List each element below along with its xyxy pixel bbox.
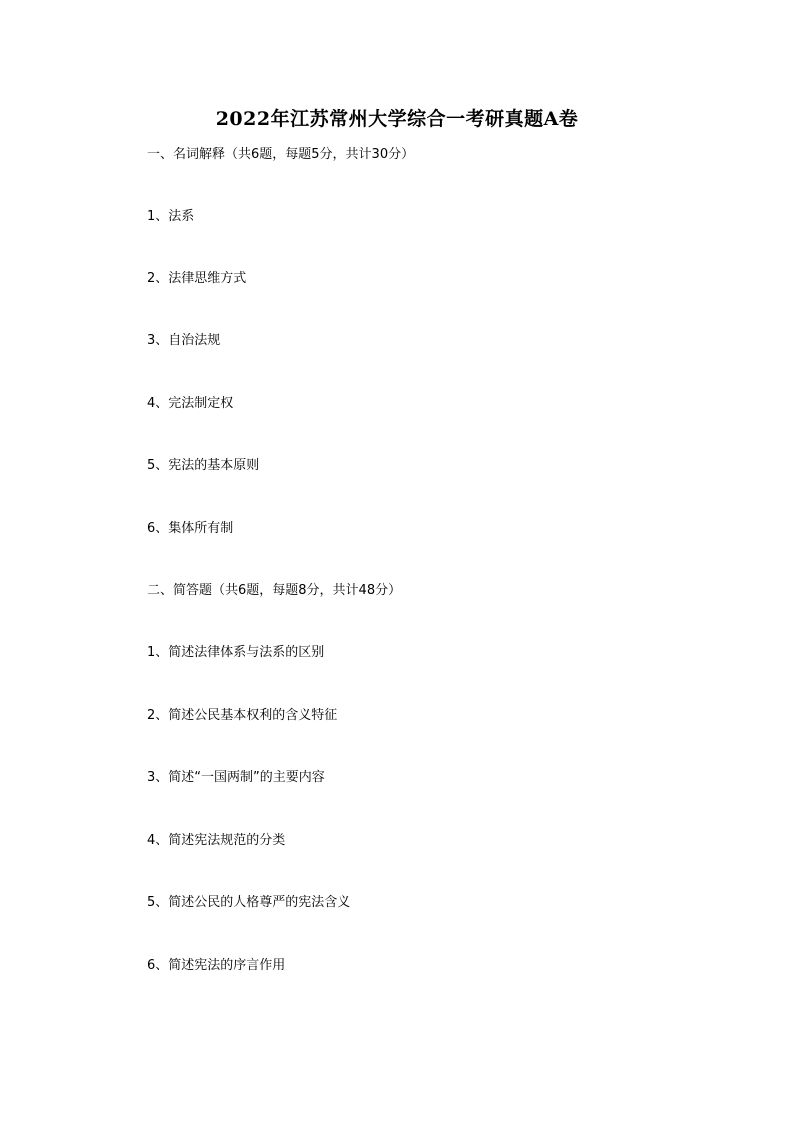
question-item: 6、集体所有制: [147, 521, 234, 536]
question-item: 3、自治法规: [147, 333, 221, 348]
question-item: 5、简述公民的人格尊严的宪法含义: [147, 895, 351, 910]
section-heading-2: 二、简答题（共6题，每题8分，共计48分）: [147, 583, 402, 598]
document-title: 2022年江苏常州大学综合一考研真题A卷: [215, 108, 579, 130]
question-item: 1、简述法律体系与法系的区别: [147, 645, 325, 660]
section-heading-1: 一、名词解释（共6题，每题5分，共计30分）: [147, 147, 415, 162]
question-item: 4、简述宪法规范的分类: [147, 833, 286, 848]
question-item: 4、完法制定权: [147, 396, 234, 411]
question-item: 2、法律思维方式: [147, 271, 247, 286]
question-item: 5、宪法的基本原则: [147, 458, 260, 473]
question-item: 3、简述“一国两制”的主要内容: [147, 770, 325, 785]
question-item: 6、简述宪法的序言作用: [147, 958, 286, 973]
question-item: 2、简述公民基本权利的含义特征: [147, 708, 338, 723]
question-item: 1、法系: [147, 209, 195, 224]
